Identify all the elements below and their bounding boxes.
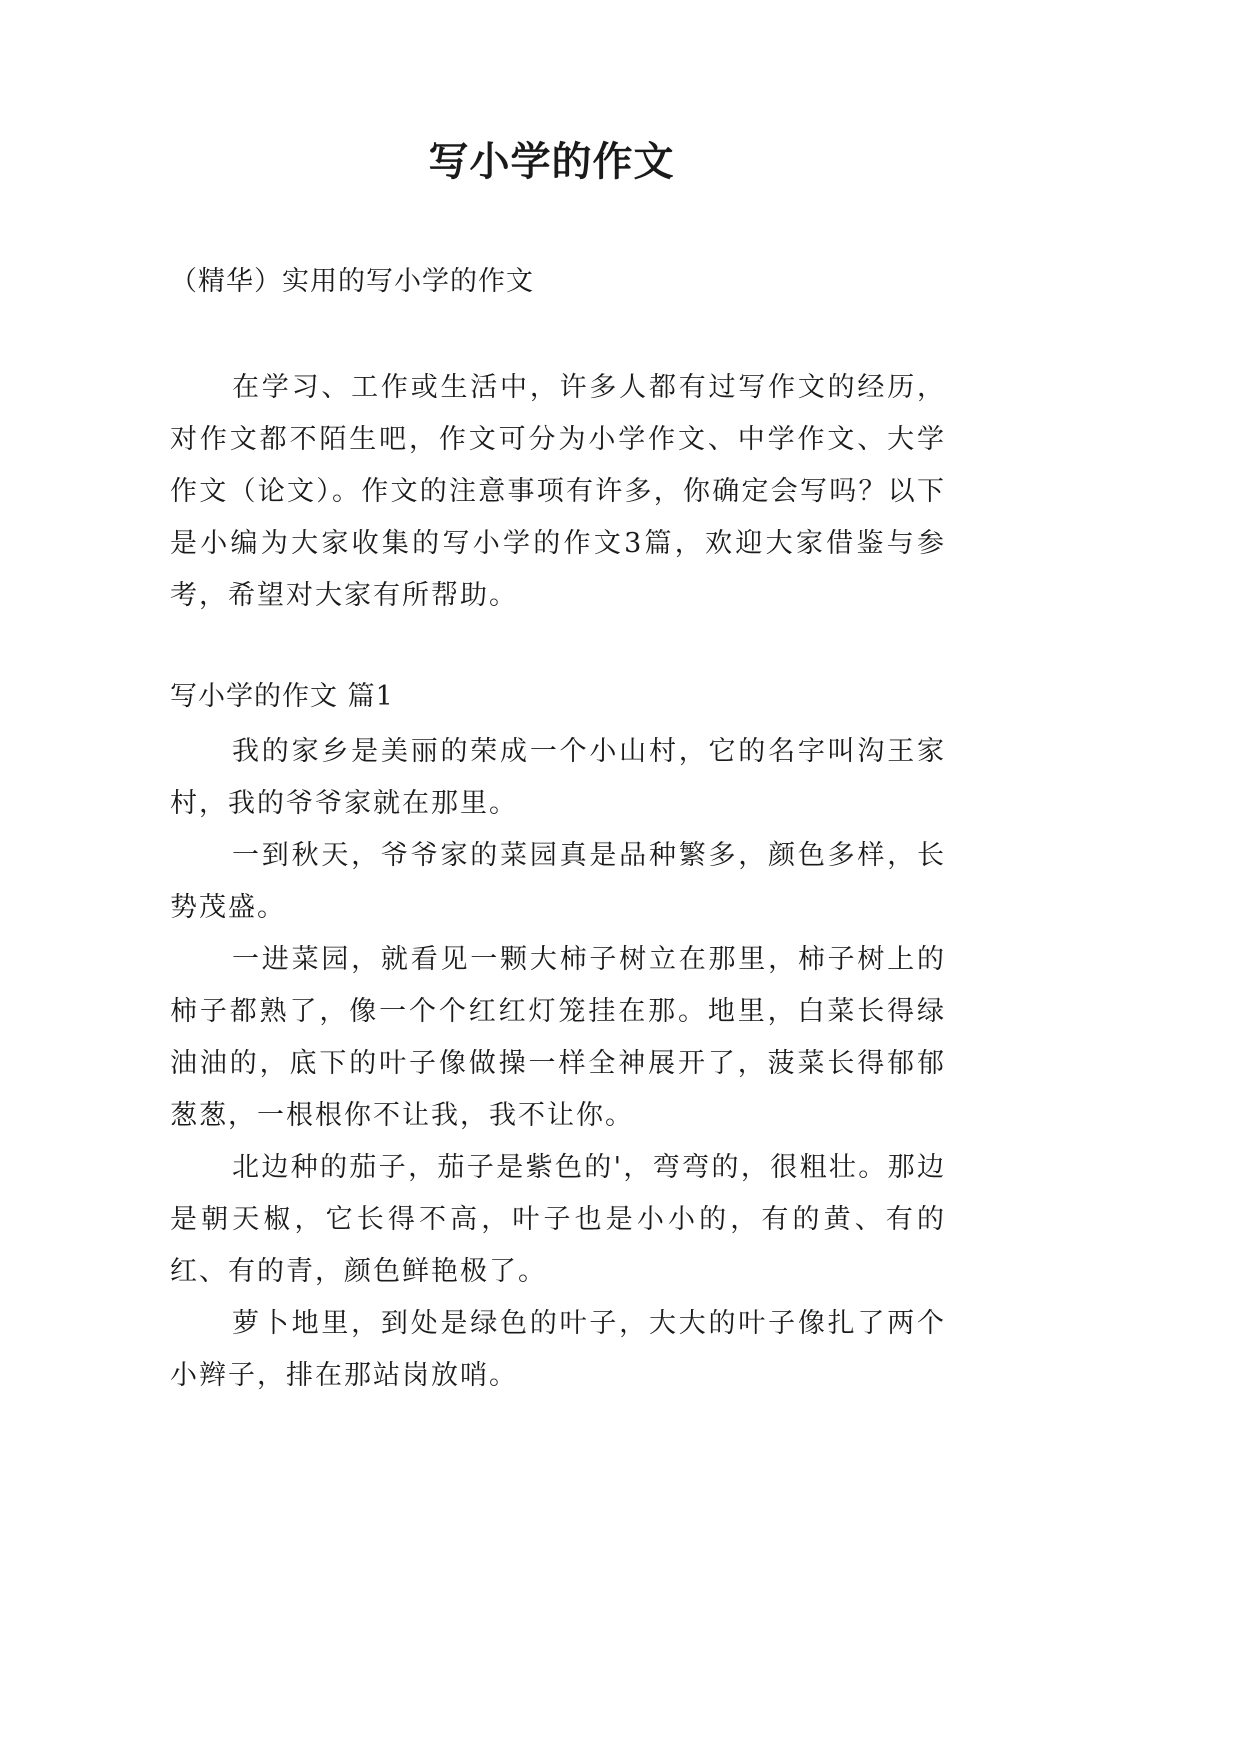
body-paragraph-3: 一进菜园，就看见一颗大柿子树立在那里，柿子树上的柿子都熟了，像一个个红红灯笼挂在那。地里，白菜长得绿油油的，底下的叶子像做操一样全神展开了，菠菜长得郁郁葱葱，一根根你不让我，我不让你。 bbox=[170, 944, 946, 1131]
body-paragraph-4: 北边种的茄子，茄子是紫色的'，弯弯的，很粗壮。那边是朝天椒，它长得不高，叶子也是小小的，有的黄、有的红、有的青，颜色鲜艳极了。 bbox=[170, 1152, 946, 1287]
document-subtitle: （精华）实用的写小学的作文 bbox=[170, 266, 534, 297]
body-paragraph-5: 萝卜地里，到处是绿色的叶子，大大的叶子像扎了两个小辫子，排在那站岗放哨。 bbox=[170, 1308, 946, 1391]
body-paragraph-1: 我的家乡是美丽的荣成一个小山村，它的名字叫沟王家村，我的爷爷家就在那里。 bbox=[170, 736, 946, 819]
document-title: 写小学的作文 bbox=[428, 138, 675, 185]
section-heading: 写小学的作文 篇1 bbox=[170, 681, 394, 712]
body-paragraph-2: 一到秋天，爷爷家的菜园真是品种繁多，颜色多样，长势茂盛。 bbox=[170, 840, 946, 923]
intro-paragraph: 在学习、工作或生活中，许多人都有过写作文的经历，对作文都不陌生吧，作文可分为小学作文、中学作文、大学作文（论文）。作文的注意事项有许多，你确定会写吗？以下是小编为大家收集的写小学的作文3篇，欢迎大家借鉴与参考，希望对大家有所帮助。 bbox=[170, 372, 946, 611]
